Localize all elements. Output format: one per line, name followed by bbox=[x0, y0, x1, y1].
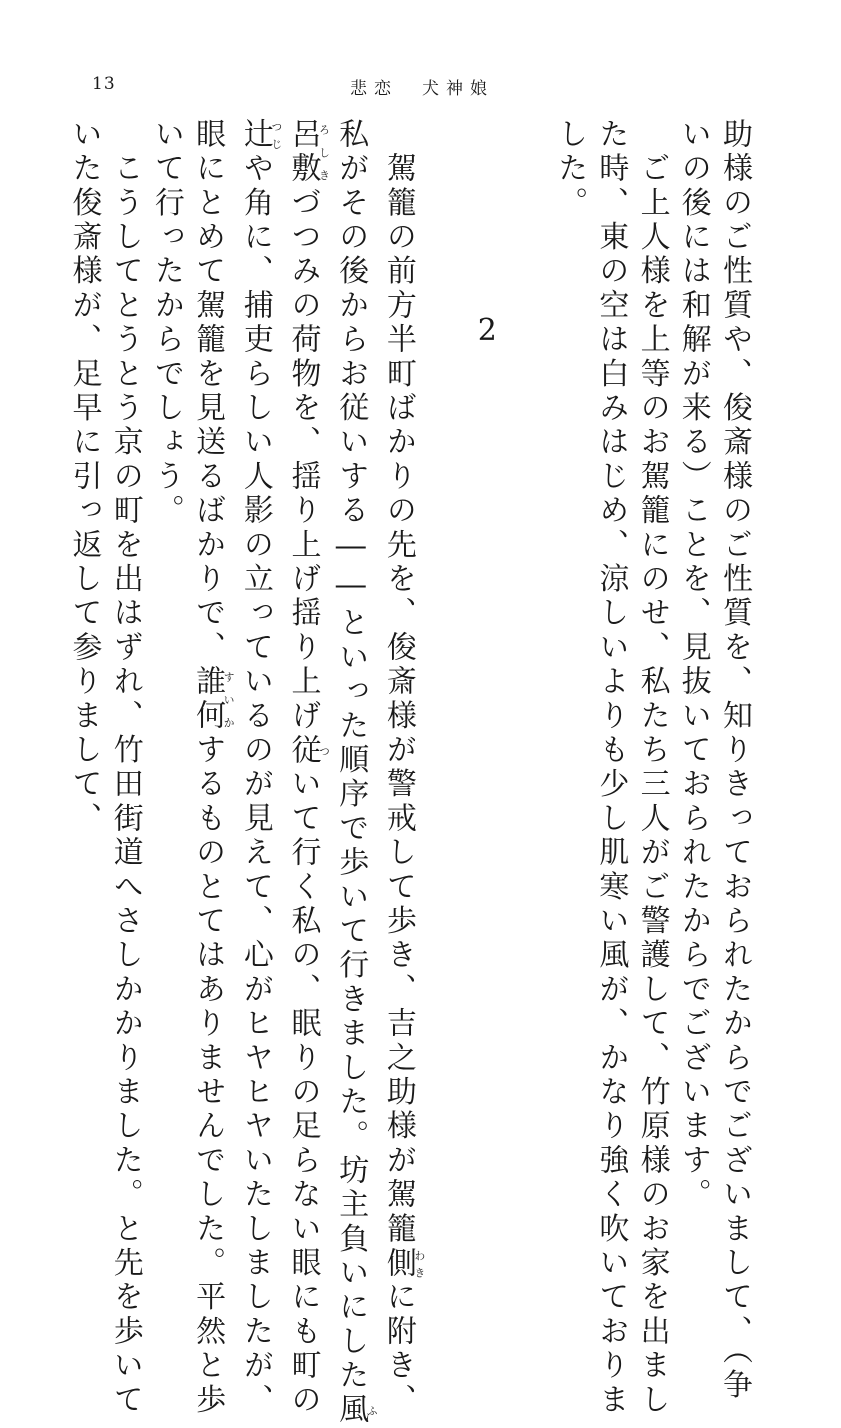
text-span: や角に、捕吏らしい人影の立っているのが見えて、心がヒヤヒヤいたしましたが、 bbox=[237, 152, 273, 1418]
text-line: た時、東の空は白みはじめ、涼しいよりも少し肌寒い風が、かなり強く吹いておりま bbox=[593, 118, 629, 1418]
text-span: いて行く私の、眠りの足らない眼にも町の bbox=[285, 767, 321, 1418]
ruby-text: わき bbox=[412, 1246, 426, 1281]
ruby-base: 従 bbox=[285, 733, 321, 768]
text-line: いの後には和解が来る）ことを、見抜いておられたからでございます。 bbox=[675, 118, 711, 1213]
text-span: 眼にとめて駕籠を見送るばかりで、 bbox=[190, 118, 226, 666]
ruby-text: つ bbox=[317, 733, 331, 768]
ruby-text: ふ bbox=[365, 1393, 379, 1428]
text-line bbox=[235, 118, 283, 1418]
ruby-text: ろしき bbox=[317, 118, 331, 187]
text-span: 私がその後からお従いする――といった順序で歩いて行きました。坊主負いにした bbox=[333, 118, 369, 1394]
blank-line bbox=[425, 118, 466, 1128]
text-span: ご上人様を上等のお駕籠にのせ、私たち三人がご警護して、竹原様のお家を出まし bbox=[634, 152, 670, 1418]
ruby-base: 誰何 bbox=[190, 665, 226, 734]
ruby-annotation bbox=[190, 665, 236, 734]
vertical-text-body bbox=[63, 118, 755, 1428]
ruby-text: すいか bbox=[222, 665, 236, 734]
text-line bbox=[282, 118, 331, 1418]
text-line bbox=[187, 118, 236, 1418]
text-span: こうしてとうとう京の町を出はずれ、竹田街道へさしかかりました。と先を歩いて bbox=[107, 152, 143, 1418]
ruby-text: つじ bbox=[269, 118, 283, 153]
text-line: した。 bbox=[552, 118, 588, 221]
ruby-annotation bbox=[333, 1393, 379, 1428]
running-head: 悲恋 犬神娘 bbox=[350, 79, 494, 99]
text-line bbox=[330, 118, 379, 1428]
ruby-annotation bbox=[285, 118, 331, 187]
ruby-base: 辻 bbox=[237, 118, 273, 153]
text-span: づつみの荷物を、揺り上げ揺り上げ bbox=[285, 186, 321, 734]
text-span: に附き、 bbox=[380, 1280, 416, 1418]
text-line: いて行ったからでしょう。 bbox=[148, 118, 184, 529]
page-number: 13 bbox=[92, 74, 116, 94]
text-line: 助様のご性質や、俊斎様のご性質を、知りきっておられたからでございまして、（争 bbox=[717, 118, 752, 1403]
text-line bbox=[378, 118, 426, 1418]
text-line: いた俊斎様が、足早に引っ返して参りまして、 bbox=[66, 118, 102, 837]
ruby-annotation bbox=[380, 1246, 426, 1281]
text-line bbox=[105, 118, 146, 1418]
section-number: 2 bbox=[469, 313, 505, 353]
ruby-base: 呂敷 bbox=[285, 118, 321, 187]
blank-line bbox=[508, 118, 549, 1128]
ruby-base: 側 bbox=[380, 1246, 416, 1281]
text-span: するものとてはありませんでした。平然と歩 bbox=[190, 733, 226, 1418]
ruby-annotation bbox=[237, 118, 283, 153]
text-line bbox=[631, 118, 672, 1418]
text-span: 駕籠の前方半町ばかりの先を、俊斎様が警戒して歩き、吉之助様が駕籠 bbox=[380, 152, 416, 1247]
ruby-base: 風 bbox=[333, 1393, 369, 1428]
ruby-annotation bbox=[285, 733, 331, 768]
